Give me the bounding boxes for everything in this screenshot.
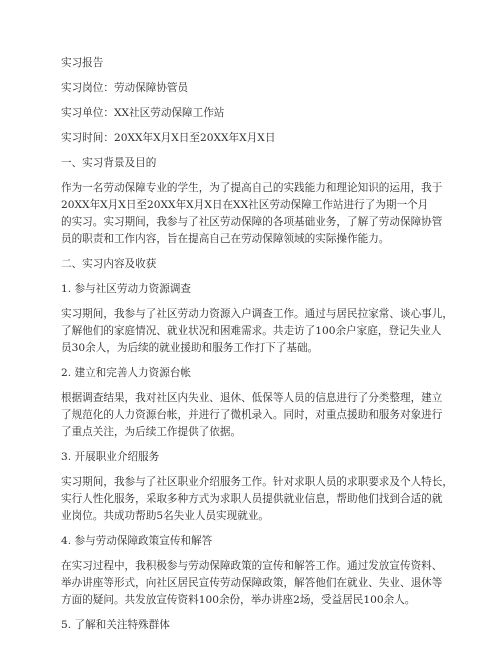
paragraph-line: 了规范化的人力资源台帐，并进行了微机录入。同时，对重点援助和服务对象进行 (61, 409, 443, 421)
item-heading-resource-survey: 1. 参与社区劳动力资源调查 (61, 283, 192, 295)
paragraph-line: 员的职责和工作内容，旨在提高自己在劳动保障领域的实际操作能力。 (61, 233, 390, 245)
paragraph-line: 了重点关注，为后续工作提供了依据。 (61, 426, 242, 438)
internship-position: 实习岗位：劳动保障协管员 (61, 82, 189, 94)
paragraph-line: 举办讲座等形式，向社区居民宣传劳动保障政策，解答他们在就业、失业、退休等 (61, 577, 443, 589)
section-heading-content: 二、实习内容及收获 (61, 258, 157, 270)
internship-period: 实习时间：20XX年X月X日至20XX年X月X日 (61, 132, 276, 144)
paragraph-line: 作为一名劳动保障专业的学生，为了提高自己的实践能力和理论知识的运用，我于 (61, 182, 443, 194)
item-heading-job-referral: 3. 开展职业介绍服务 (61, 451, 160, 463)
paragraph-line: 业岗位。共成功帮助5名失业人员实现就业。 (61, 510, 270, 522)
paragraph-line: 20XX年X月X日至20XX年X月X日在XX社区劳动保障工作站进行了为期一个月 (61, 199, 429, 211)
paragraph-line: 实习期间，我参与了社区劳动力资源入户调查工作。通过与居民拉家常、谈心事儿， (61, 308, 453, 320)
paragraph-line: 方面的疑问。共发放宣传资料100余份，举办讲座2场，受益居民100余人。 (61, 594, 416, 606)
paragraph-ledger (61, 390, 443, 441)
item-heading-special-groups: 5. 了解和关注特殊群体 (61, 619, 170, 631)
internship-unit: 实习单位：XX社区劳动保障工作站 (61, 107, 225, 119)
paragraph-line: 实习期间，我参与了社区职业介绍服务工作。针对求职人员的求职要求及个人特长， (61, 476, 453, 488)
paragraph-line: 在实习过程中，我积极参与劳动保障政策的宣传和解答工作。通过发放宣传资料、 (61, 560, 443, 572)
paragraph-policy-promotion (61, 558, 443, 609)
paragraph-line: 根据调查结果，我对社区内失业、退休、低保等人员的信息进行了分类整理，建立 (61, 392, 443, 404)
paragraph-job-referral (61, 474, 453, 525)
paragraph-line: 了解他们的家庭情况、就业状况和困难需求。共走访了100余户家庭，登记失业人 (61, 325, 442, 337)
paragraph-resource-survey (61, 306, 453, 357)
paragraph-line: 实行人性化服务，采取多种方式为求职人员提供就业信息，帮助他们找到合适的就 (61, 493, 443, 505)
section-heading-background: 一、实习背景及目的 (61, 157, 157, 169)
paragraph-line: 员30余人，为后续的就业援助和服务工作打下了基础。 (61, 342, 319, 354)
paragraph-background (61, 180, 443, 248)
item-heading-ledger: 2. 建立和完善人力资源台帐 (61, 367, 192, 379)
item-heading-policy-promotion: 4. 参与劳动保障政策宣传和解答 (61, 535, 213, 547)
paragraph-line: 的实习。实习期间，我参与了社区劳动保障的各项基础业务，了解了劳动保障协管 (61, 216, 443, 228)
report-title: 实习报告 (61, 57, 104, 69)
